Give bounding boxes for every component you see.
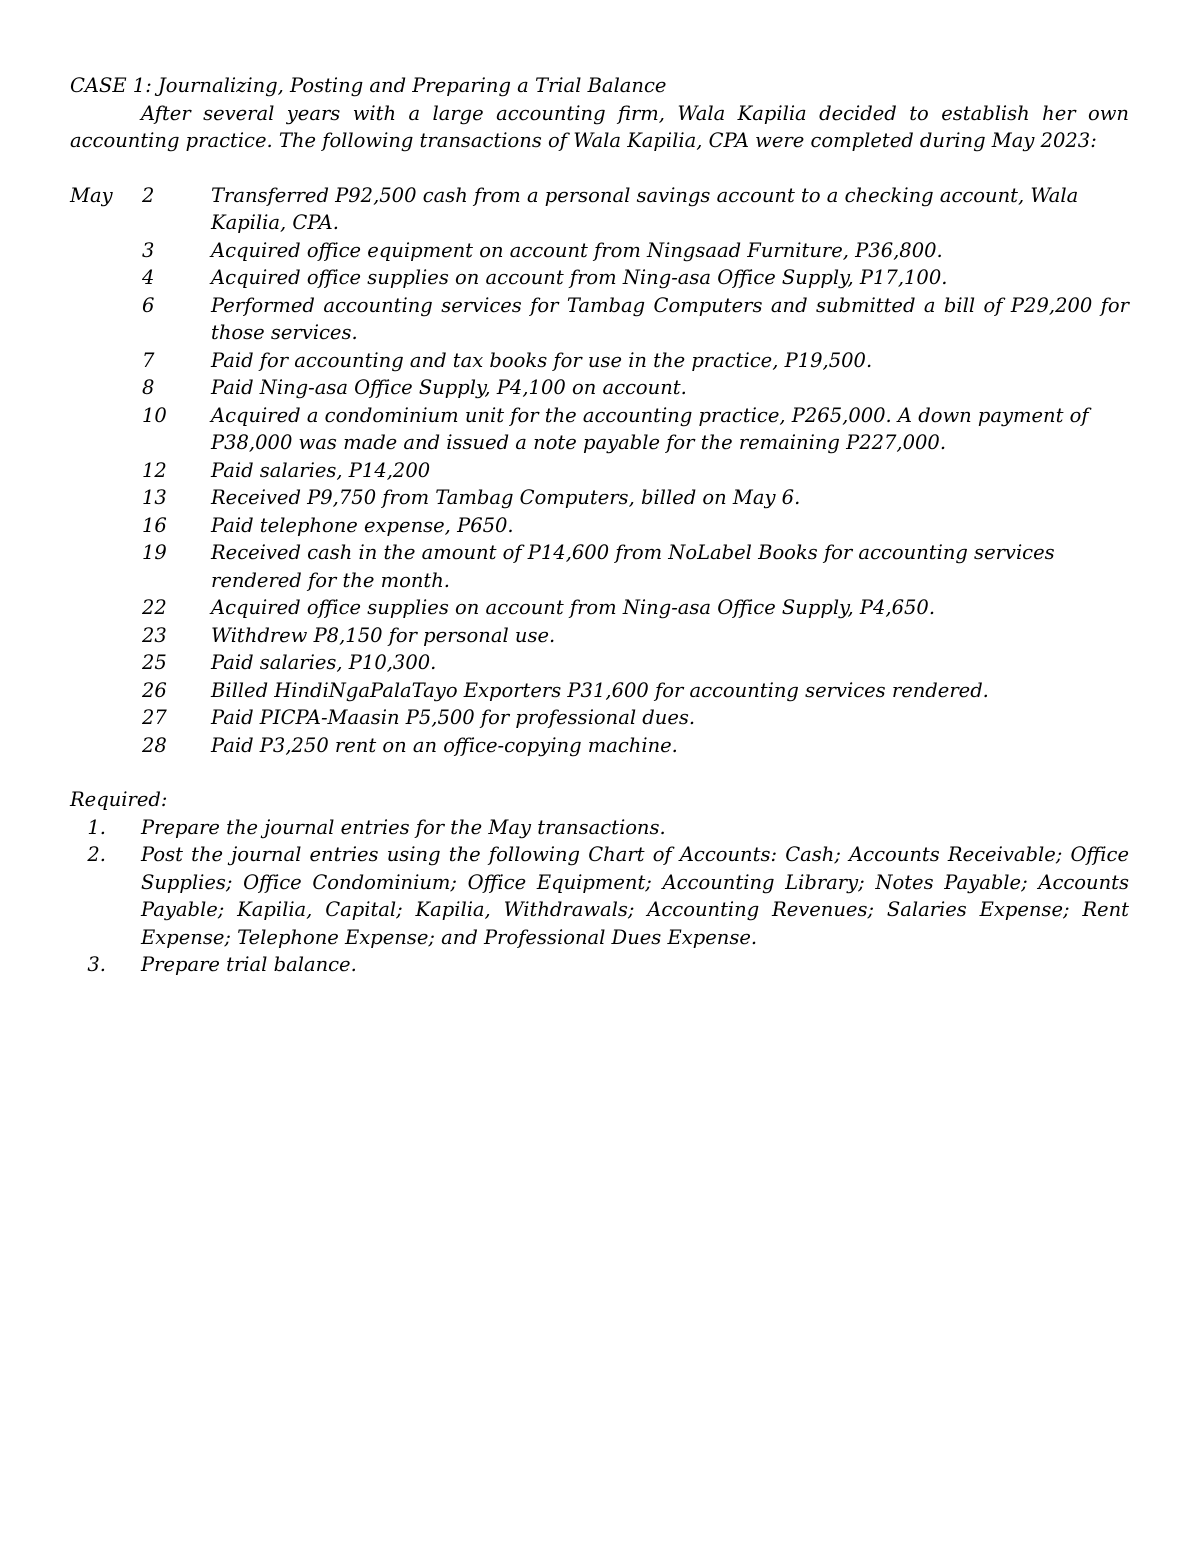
case-intro: After several years with a large accounting firm, Wala Kapilia decided to establish her own accounting practice. The following transactions of Wala Kapilia, CPA were completed during May 2023: — [70, 101, 1129, 152]
transaction-row — [70, 292, 1129, 347]
transaction-day: 23 — [142, 623, 167, 647]
transaction-day: 7 — [142, 348, 155, 372]
required-item — [70, 841, 1129, 951]
transaction-description: Paid salaries, P10,300. — [211, 651, 437, 674]
transaction-row — [70, 402, 1129, 457]
transaction-row — [70, 677, 1129, 705]
transaction-description: Billed HindiNgaPalaTayo Exporters P31,600 for accounting services rendered. — [211, 678, 989, 702]
transaction-description: Received P9,750 from Tambag Computers, billed on May 6. — [211, 486, 801, 509]
transaction-row — [70, 374, 1129, 402]
transaction-row — [70, 237, 1129, 265]
transaction-day: 8 — [142, 376, 155, 399]
transaction-row — [70, 512, 1129, 540]
transaction-day: 16 — [142, 513, 167, 537]
transaction-row — [70, 732, 1129, 760]
transaction-row — [70, 264, 1129, 292]
transaction-row — [70, 182, 1129, 237]
transaction-description: Performed accounting services for Tambag Computers and submitted a bill of P29,200 for those services. — [211, 293, 1129, 344]
transaction-row — [70, 649, 1129, 677]
transaction-month: May — [70, 183, 113, 207]
transaction-description: Paid Ning-asa Office Supply, P4,100 on account. — [211, 376, 687, 399]
required-item-number: 1. — [87, 815, 106, 839]
transaction-day: 2 — [142, 183, 155, 207]
transaction-row — [70, 347, 1129, 375]
transaction-description: Withdrew P8,150 for personal use. — [211, 623, 556, 647]
transaction-row — [70, 594, 1129, 622]
transaction-row — [70, 539, 1129, 594]
transaction-day: 10 — [142, 403, 167, 427]
transaction-day: 3 — [142, 238, 155, 262]
transaction-description: Paid PICPA-Maasin P5,500 for professional dues. — [211, 706, 696, 729]
transaction-description: Paid telephone expense, P650. — [211, 513, 514, 537]
transaction-day: 28 — [142, 733, 167, 757]
transaction-day: 4 — [142, 266, 155, 289]
required-item-text: Prepare trial balance. — [141, 953, 357, 976]
transaction-description: Transferred P92,500 cash from a personal savings account to a checking account, Wala Kapilia, CPA. — [211, 183, 1079, 234]
transaction-description: Acquired office equipment on account from Ningsaad Furniture, P36,800. — [211, 238, 943, 262]
transaction-list — [70, 182, 1129, 760]
transaction-day: 25 — [142, 651, 167, 674]
transaction-day: 26 — [142, 678, 167, 702]
transaction-row — [70, 457, 1129, 485]
required-label: Required: — [70, 788, 168, 811]
transaction-row — [70, 622, 1129, 650]
transaction-day: 27 — [142, 706, 167, 729]
transaction-description: Acquired office supplies on account from Ning-asa Office Supply, P17,100. — [211, 266, 948, 289]
required-item-number: 3. — [87, 953, 106, 976]
transaction-description: Paid for accounting and tax books for use in the practice, P19,500. — [211, 348, 873, 372]
transaction-description: Received cash in the amount of P14,600 from NoLabel Books for accounting services rendered for the month. — [211, 541, 1055, 592]
required-item — [70, 814, 1129, 842]
transaction-day: 12 — [142, 458, 167, 482]
transaction-day: 13 — [142, 486, 167, 509]
transaction-day: 19 — [142, 541, 167, 564]
transaction-description: Acquired a condominium unit for the accounting practice, P265,000. A down payment of P38,000 was made and issued a note payable for the remaining P227,000. — [211, 403, 1089, 454]
required-list — [70, 814, 1129, 979]
transaction-row — [70, 484, 1129, 512]
transaction-description: Paid P3,250 rent on an office-copying machine. — [211, 733, 678, 757]
required-item-text: Post the journal entries using the following Chart of Accounts: Cash; Accounts Receivable; Office Supplies; Office Condominium; Office Equipment; Accounting Library; Notes Payable; Accounts Payable; Kapilia, Capital; Kapilia, Withdrawals; Accounting Revenues; Salaries Expense; Rent Expense; Telephone Expense; and Professional Dues Expense. — [141, 843, 1129, 949]
transaction-description: Acquired office supplies on account from Ning-asa Office Supply, P4,650. — [211, 596, 936, 619]
required-section — [70, 786, 1129, 979]
required-item-number: 2. — [87, 843, 106, 866]
transaction-row — [70, 704, 1129, 732]
required-item-text: Prepare the journal entries for the May transactions. — [141, 815, 666, 839]
transaction-description: Paid salaries, P14,200 — [211, 458, 431, 482]
transaction-day: 22 — [142, 596, 167, 619]
required-item — [70, 951, 1129, 979]
document-page — [70, 72, 1129, 979]
case-title: CASE 1: Journalizing, Posting and Preparing a Trial Balance — [70, 74, 667, 97]
transaction-day: 6 — [142, 293, 155, 317]
